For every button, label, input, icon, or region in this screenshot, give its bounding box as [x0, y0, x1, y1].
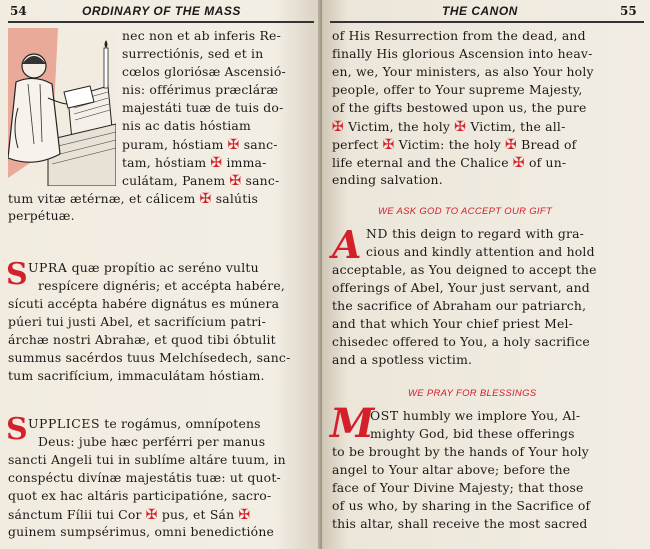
text-line: quot ex hac altáris participatióne, sacro-: [8, 488, 272, 503]
cross-icon: ✠: [512, 155, 525, 171]
text-line: [28, 262, 259, 274]
drop-cap: M: [330, 400, 375, 447]
text-line: the sacrifice of Abraham our patriarch,: [332, 298, 587, 313]
right-running-head: THE CANON: [442, 4, 518, 18]
first-word: UPRA: [28, 260, 68, 275]
text-line: perpétuæ.: [8, 208, 75, 223]
text-line: en, we, Your ministers, as also Your holy: [332, 64, 594, 79]
text-fragment: Bread of: [521, 137, 577, 152]
text-line: people, offer to Your supreme Majesty,: [332, 82, 583, 97]
left-header-rule: [8, 21, 314, 23]
text-line: angel to Your altar above; before the: [332, 462, 571, 477]
text-fragment: humbly we implore You, Al-: [398, 408, 581, 423]
text-line: cious and kindly attention and hold: [366, 244, 595, 259]
text-line: sancti Angeli tui in sublíme altáre tuum, in: [8, 452, 286, 467]
text-line: ending salvation.: [332, 172, 443, 187]
text-line: [122, 138, 278, 152]
text-line: cœlos gloriósæ Ascensió-: [122, 64, 286, 79]
text-line: and that which Your chief priest Mel-: [332, 316, 574, 331]
text-fragment: imma-: [226, 155, 267, 170]
text-line: árchæ nostri Abrahæ, et quod tibi óbtulit: [8, 332, 276, 347]
text-line: [332, 120, 565, 134]
drop-cap: S: [6, 257, 28, 292]
text-fragment: tum vitæ ætérnæ, et cálicem: [8, 191, 196, 206]
text-fragment: quæ propítio ac seréno vultu: [67, 260, 259, 275]
text-fragment: sanc-: [243, 137, 278, 152]
text-fragment: te rogámus, omnípotens: [100, 416, 261, 431]
text-line: to be brought by the hands of Your holy: [332, 444, 589, 459]
first-word: ND: [366, 226, 388, 241]
text-line: [332, 138, 576, 152]
text-line: nis ac datis hóstiam: [122, 118, 251, 133]
text-line: guinem sumpsérimus, omni benedictióne: [8, 524, 275, 539]
text-line: [366, 228, 584, 240]
priest-at-altar-illustration: [8, 28, 116, 186]
text-line: [370, 410, 580, 422]
text-fragment: Victim, the holy: [348, 119, 451, 134]
text-line: offerings of Abel, Your just servant, and: [332, 280, 590, 295]
text-fragment: puram, hóstiam: [122, 137, 224, 152]
text-line: of us who, by sharing in the Sacrifice of: [332, 498, 591, 513]
text-line: [332, 156, 566, 170]
cross-icon: ✠: [505, 137, 518, 153]
right-page: [322, 0, 650, 549]
text-fragment: this deign to regard with gra-: [387, 226, 585, 241]
text-fragment: salútis: [215, 191, 259, 206]
cross-icon: ✠: [238, 507, 251, 523]
drop-cap: S: [6, 412, 28, 447]
left-page: [0, 0, 322, 549]
text-line: [8, 192, 258, 206]
text-line: this altar, shall receive the most sacred: [332, 516, 588, 531]
text-line: [122, 156, 267, 170]
text-line: tum sacrifícium, immaculátam hóstiam.: [8, 368, 265, 383]
text-fragment: tam, hóstiam: [122, 155, 207, 170]
text-line: sícuti accépta habére dignátus es múnera: [8, 296, 280, 311]
text-line: finally His glorious Ascension into heav-: [332, 46, 593, 61]
section-heading: WE PRAY FOR BLESSINGS: [408, 388, 537, 399]
text-fragment: sánctum Fílii tui Cor: [8, 507, 142, 522]
text-line: mighty God, bid these offerings: [370, 426, 575, 441]
drop-cap: A: [332, 222, 362, 267]
text-fragment: culátam, Panem: [122, 173, 226, 188]
left-running-head: ORDINARY OF THE MASS: [82, 4, 241, 18]
cross-icon: ✠: [210, 155, 223, 171]
cross-icon: ✠: [382, 137, 395, 153]
cross-icon: ✠: [199, 191, 212, 207]
cross-icon: ✠: [332, 119, 344, 135]
text-line: [8, 508, 250, 522]
text-fragment: life eternal and the Chalice: [332, 155, 509, 170]
first-word: UPPLICES: [28, 416, 101, 431]
cross-icon: ✠: [229, 173, 242, 189]
text-line: [28, 418, 261, 430]
text-line: surrectiónis, sed et in: [122, 46, 264, 61]
text-fragment: perfect: [332, 137, 379, 152]
text-line: nis: offérimus præcláræ: [122, 82, 279, 97]
text-fragment: sanc-: [245, 173, 280, 188]
first-word: OST: [370, 408, 399, 423]
text-line: púeri tui justi Abel, et sacrifícium patri-: [8, 314, 266, 329]
text-line: respícere dignéris; et accépta habére,: [38, 278, 285, 293]
cross-icon: ✠: [227, 137, 240, 153]
text-line: face of Your Divine Majesty; that those: [332, 480, 584, 495]
text-fragment: Victim, the all-: [470, 119, 566, 134]
text-line: Deus: jube hæc perférri per manus: [38, 434, 266, 449]
text-fragment: Victim: the holy: [398, 137, 501, 152]
text-line: nec non et ab inferis Re-: [122, 28, 281, 43]
left-page-number: 54: [10, 4, 27, 18]
cross-icon: ✠: [145, 507, 158, 523]
text-line: acceptable, as You deigned to accept the: [332, 262, 597, 277]
text-line: majestáti tuæ de tuis do-: [122, 100, 284, 115]
text-fragment: pus, et Sán: [161, 507, 235, 522]
right-header-rule: [330, 21, 644, 23]
section-heading: WE ASK GOD TO ACCEPT OUR GIFT: [378, 206, 553, 217]
text-line: [122, 174, 279, 188]
right-page-number: 55: [620, 4, 637, 18]
text-fragment: of un-: [528, 155, 567, 170]
cross-icon: ✠: [454, 119, 467, 135]
text-line: and a spotless victim.: [332, 352, 473, 367]
text-line: summus sacérdos tuus Melchísedech, sanc-: [8, 350, 291, 365]
text-line: of His Resurrection from the dead, and: [332, 28, 586, 43]
text-line: of the gifts bestowed upon us, the pure: [332, 100, 587, 115]
text-line: conspéctu divínæ majestátis tuæ: ut quot-: [8, 470, 281, 485]
text-line: chisedec offered to You, a holy sacrifice: [332, 334, 590, 349]
